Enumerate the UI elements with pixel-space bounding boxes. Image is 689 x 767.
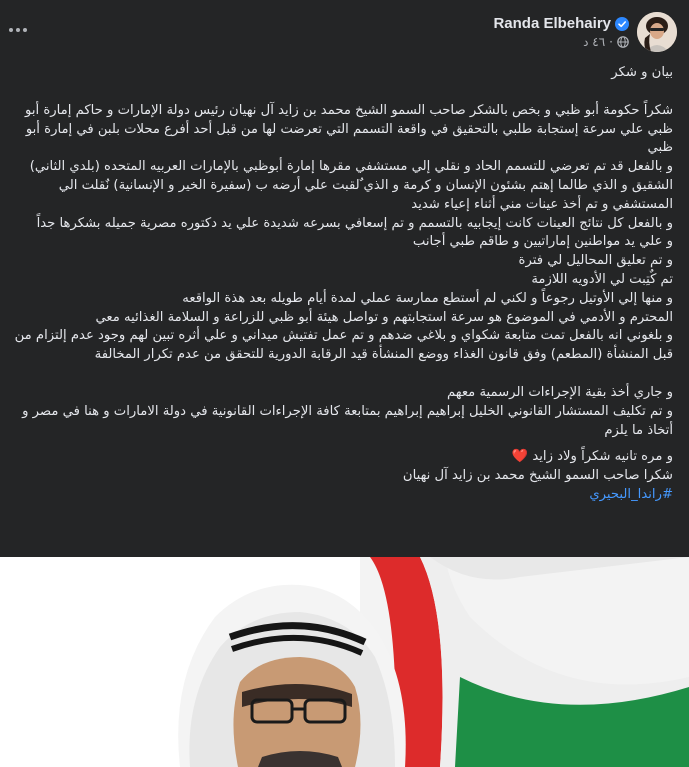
meta-separator: ·: [609, 35, 613, 49]
paragraph-results: و بالفعل كل نتائج العينات كانت إيجابيه بالتسمم و تم إسعافي بسرعه شديدة علي يد دكتوره مصرية جميله بشكرها جداً: [36, 215, 673, 231]
author-block: [493, 15, 629, 49]
paragraph-final-thanks: شكرا صاحب السمو الشيخ محمد بن زايد آل نهيان: [402, 468, 673, 484]
thanks-again-text: و مره تانيه شكراً ولاد زايد: [532, 449, 673, 465]
paragraph-medicine: تم كٌتِبت لي الأدويه اللازمة: [531, 271, 673, 287]
photo-illustration: [0, 557, 689, 767]
author-row: [493, 15, 629, 32]
paragraph-procedures: و جاري أخذ بقية الإجراءات الرسمية معهم: [446, 384, 673, 400]
post-title: بيان و شكر: [611, 65, 673, 80]
globe-icon[interactable]: [617, 36, 629, 48]
paragraph-thanks-again: [6, 448, 673, 467]
paragraph-lawyer: و تم تكليف المستشار القانوني الخليل إبراهيم إبراهيم بمتابعة كافة الإجراءات القانونية في دولة الامارات و هنا في مصر و أتخاذ ما يلزم: [22, 403, 673, 438]
more-options-icon[interactable]: [6, 22, 30, 38]
paragraph-thanks: شكراً حكومة أبو ظبي و بخص بالشكر صاحب السمو الشيخ محمد بن زايد آل نهيان رئيس دولة الإمارات و حاكم إمارة أبو ظبي علي سرعة إستجابة طلبي بالتحقيق في واقعة التسمم التي تعرضت لها من قبل أحد أفرع محلات بلبن في إمارة أبو ظبي: [25, 102, 673, 156]
paragraph-staff: و علي يد مواطنين إماراتيين و طاقم طبي أجانب: [412, 234, 673, 250]
author-name[interactable]: Randa Elbehairy: [493, 15, 611, 32]
paragraph-iv: و تم تعليق المحاليل لي فترة: [518, 253, 673, 269]
paragraph-hotel: و منها إلي الأوتيل رجوعاً و لكني لم أستطع ممارسة عملي لمدة أيام طويله بعد هذة الواقعه: [182, 290, 673, 306]
heart-icon: ❤️: [511, 449, 529, 465]
timestamp[interactable]: ٤٦ د: [583, 35, 606, 49]
paragraph-poisoning: و بالفعل قد تم تعرضي للتسمم الحاد و نقلي إلي مستشفي مقرها إمارة أبوظبي بالإمارات العربيه المتحده (بلدي الثاني) الشقيق و الذي طالما إهتم بشئون الإنسان و كرمة و الذي ٌلقبت علي أرضه ب (سفيرة الخير و الإنسانية) نٌقلت الي المستشفي و تم أخذ عينات مني أثناء إعياء شديد: [29, 159, 673, 212]
paragraph-authority: المحترم و الأدمي في الموضوع هو سرعة استجابتهم و تواصل هيئة أبو ظبي للزراعة و السلامة الغذائيه معي: [95, 309, 673, 325]
post-text: [6, 64, 673, 505]
post-photo[interactable]: [0, 557, 689, 767]
paragraph-inspection: و بلغوني انه بالفعل تمت متابعة شكواي و بلاغي ضدهم و تم عمل تفتيش ميداني و علي أثره تبين لهم وجود عدم إلتزام من قبل المنشأة (المطعم) وفق قانون الغذاء ووضع المنشأة قيد الرقابة الدورية للتحقق من عدم تكرار المخالفة: [14, 328, 673, 363]
verified-badge-icon: [615, 17, 629, 31]
post-header: [0, 0, 689, 62]
author-avatar[interactable]: [637, 12, 677, 52]
avatar-image: [637, 12, 677, 52]
post-meta: [493, 35, 629, 49]
hashtag-link[interactable]: #راندا_البحيري: [589, 486, 673, 502]
